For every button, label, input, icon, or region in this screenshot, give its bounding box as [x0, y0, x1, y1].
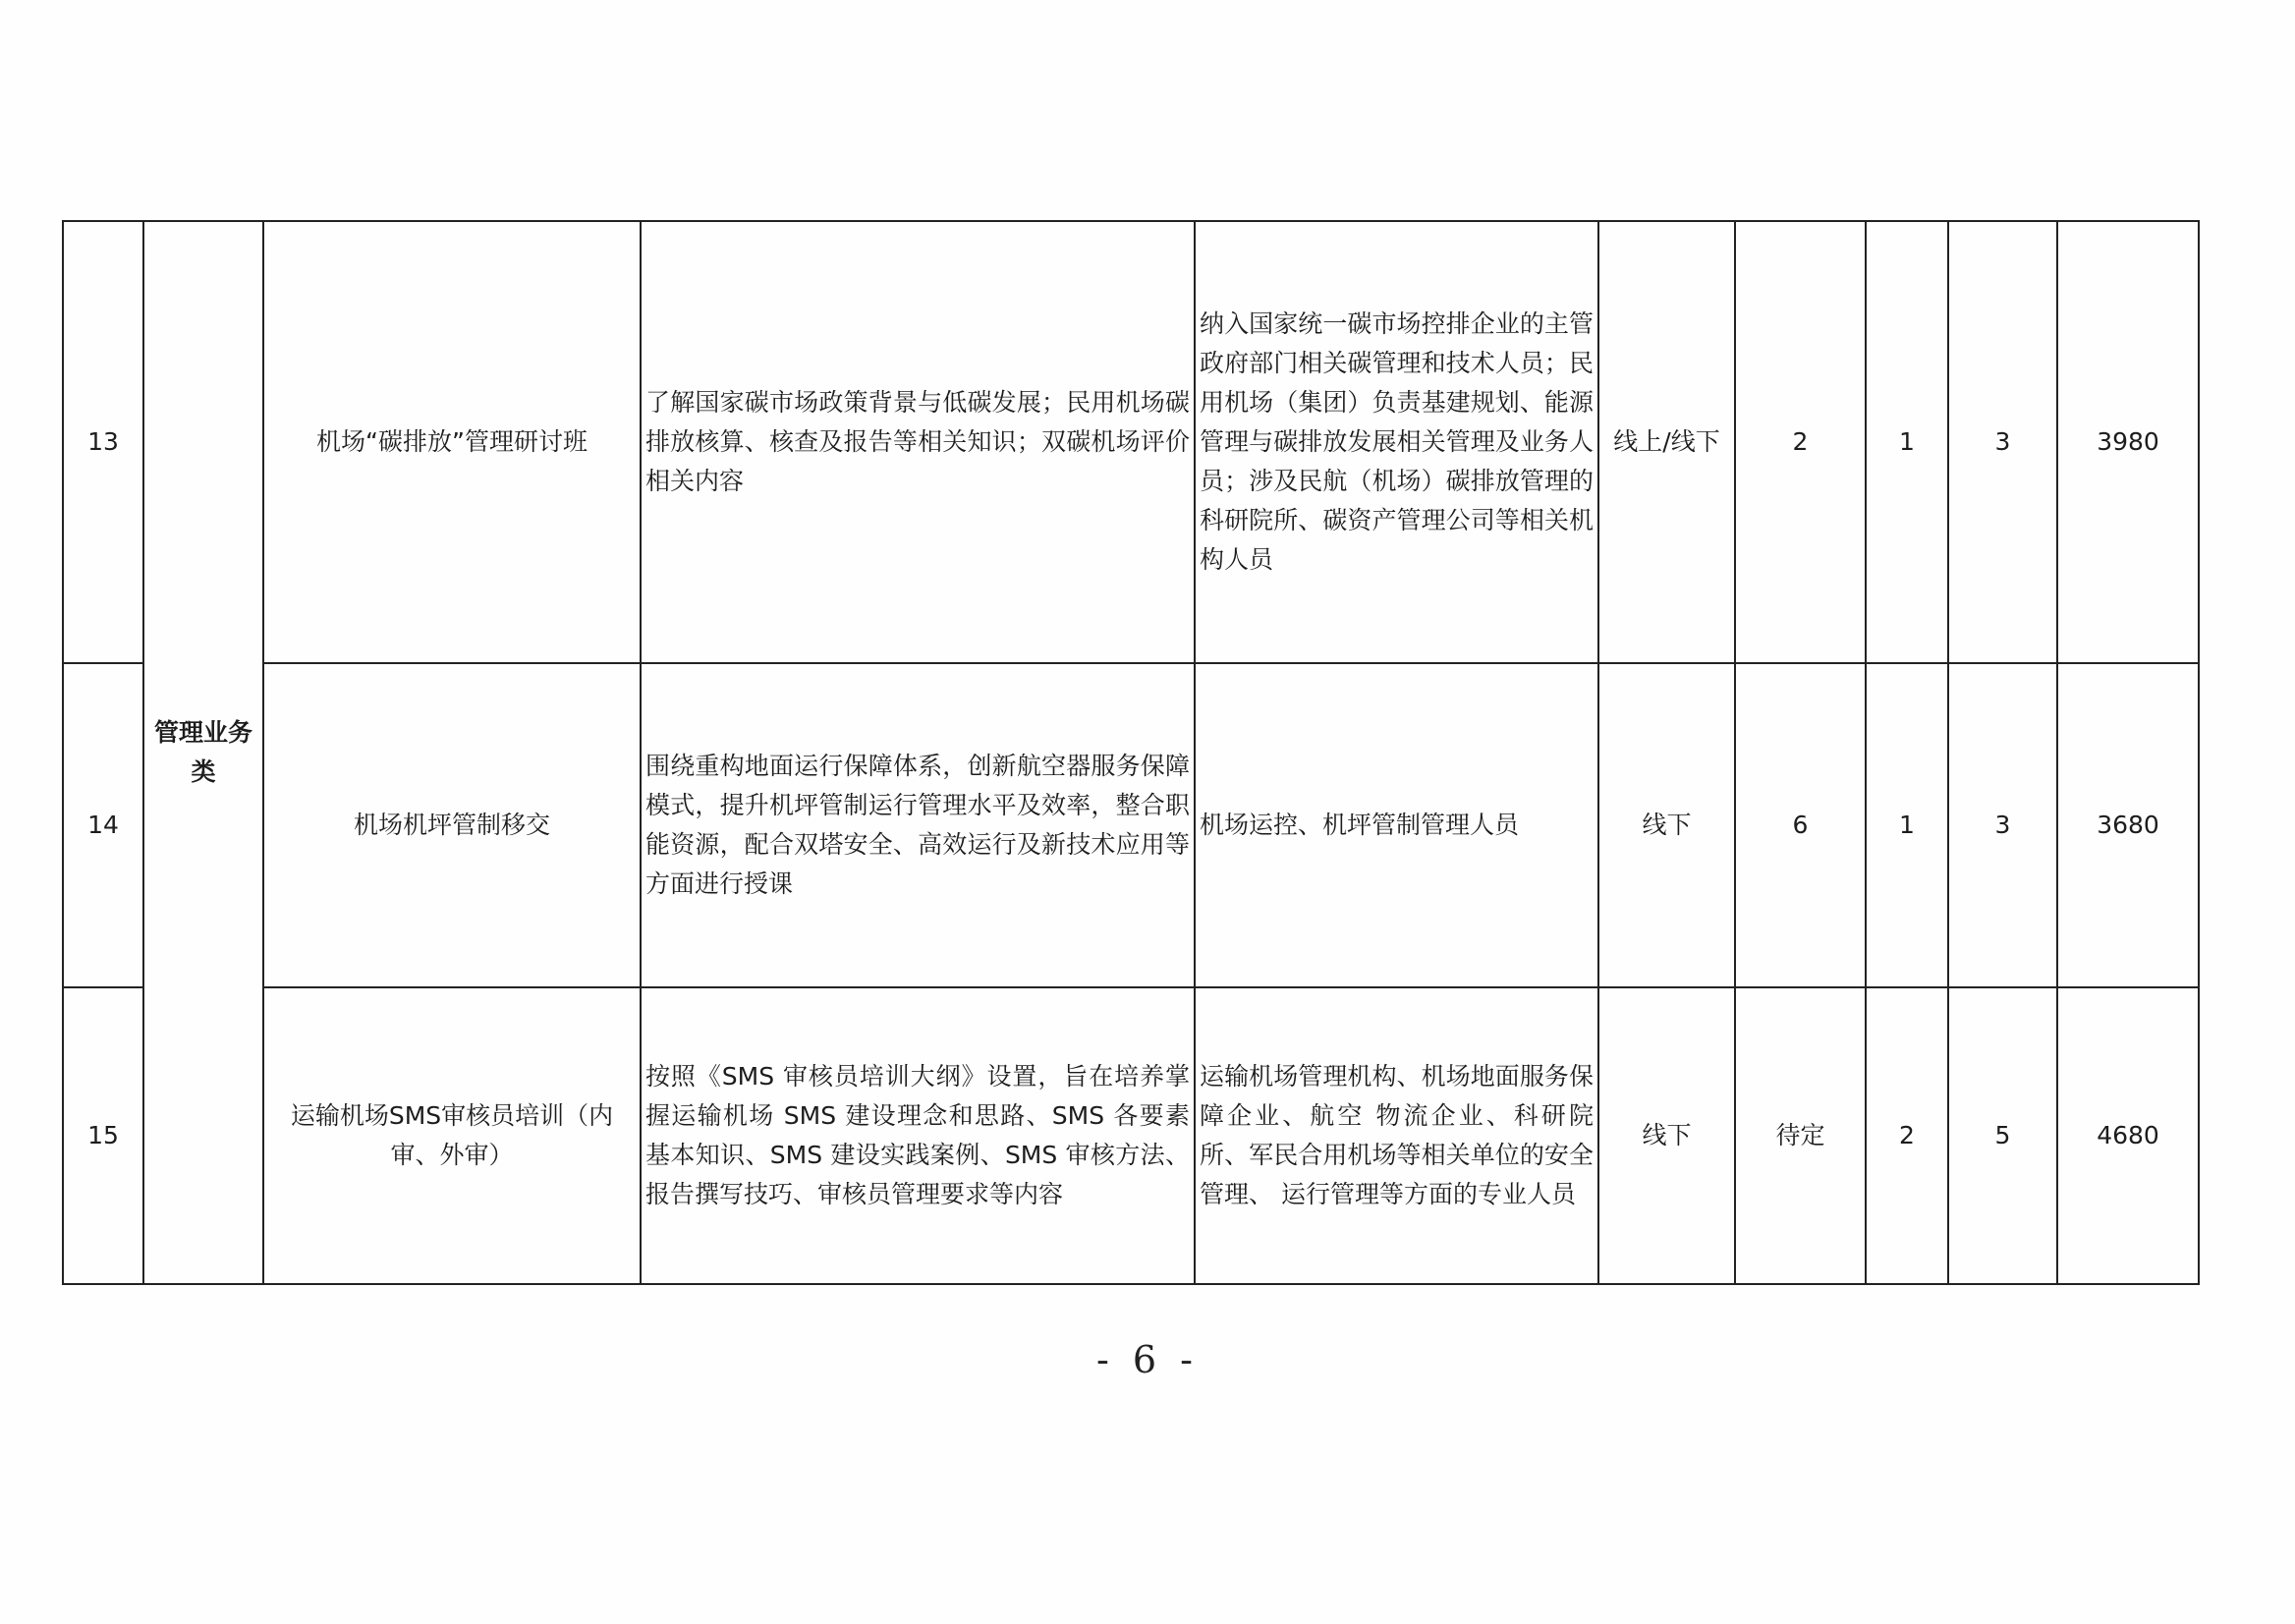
course-name: 机场“碳排放”管理研讨班 [263, 221, 641, 663]
course-name: 机场机坪管制移交 [263, 663, 641, 987]
target-audience: 纳入国家统一碳市场控排企业的主管政府部门相关碳管理和技术人员；民用机场（集团）负责基建规划、能源管理与碳排放发展相关管理及业务人员；涉及民航（机场）碳排放管理的科研院所、碳资产管理公司等相关机构人员 [1195, 221, 1598, 663]
table-row [63, 663, 2199, 987]
page-number: - 6 - [1095, 1338, 1199, 1381]
row-number: 15 [63, 987, 143, 1284]
fee-cell: 3980 [2057, 221, 2199, 663]
value-cell-a: 6 [1735, 663, 1866, 987]
value-cell-b: 2 [1866, 987, 1948, 1284]
value-cell-a: 2 [1735, 221, 1866, 663]
category-cell: 管理业务类 [143, 221, 263, 1284]
target-audience: 机场运控、机坪管制管理人员 [1195, 663, 1598, 987]
training-mode: 线下 [1598, 663, 1735, 987]
course-content: 按照《SMS 审核员培训大纲》设置，旨在培养掌握运输机场 SMS 建设理念和思路、SMS 各要素基本知识、SMS 建设实践案例、SMS 审核方法、报告撰写技巧、审核员管理要求等内容 [641, 987, 1195, 1284]
training-course-table [62, 220, 2200, 1285]
value-cell-c: 5 [1948, 987, 2057, 1284]
table-row [63, 221, 2199, 663]
value-cell-a: 待定 [1735, 987, 1866, 1284]
table-row [63, 987, 2199, 1284]
target-audience: 运输机场管理机构、机场地面服务保障企业、航空 物流企业、科研院所、军民合用机场等相关单位的安全管理、 运行管理等方面的专业人员 [1195, 987, 1598, 1284]
value-cell-c: 3 [1948, 221, 2057, 663]
value-cell-b: 1 [1866, 663, 1948, 987]
fee-cell: 3680 [2057, 663, 2199, 987]
row-number: 14 [63, 663, 143, 987]
course-content: 围绕重构地面运行保障体系，创新航空器服务保障模式，提升机坪管制运行管理水平及效率，整合职能资源，配合双塔安全、高效运行及新技术应用等方面进行授课 [641, 663, 1195, 987]
value-cell-b: 1 [1866, 221, 1948, 663]
row-number: 13 [63, 221, 143, 663]
fee-cell: 4680 [2057, 987, 2199, 1284]
value-cell-c: 3 [1948, 663, 2057, 987]
training-mode: 线下 [1598, 987, 1735, 1284]
course-content: 了解国家碳市场政策背景与低碳发展；民用机场碳排放核算、核查及报告等相关知识；双碳机场评价相关内容 [641, 221, 1195, 663]
training-mode: 线上/线下 [1598, 221, 1735, 663]
course-name: 运输机场SMS审核员培训（内审、外审） [263, 987, 641, 1284]
